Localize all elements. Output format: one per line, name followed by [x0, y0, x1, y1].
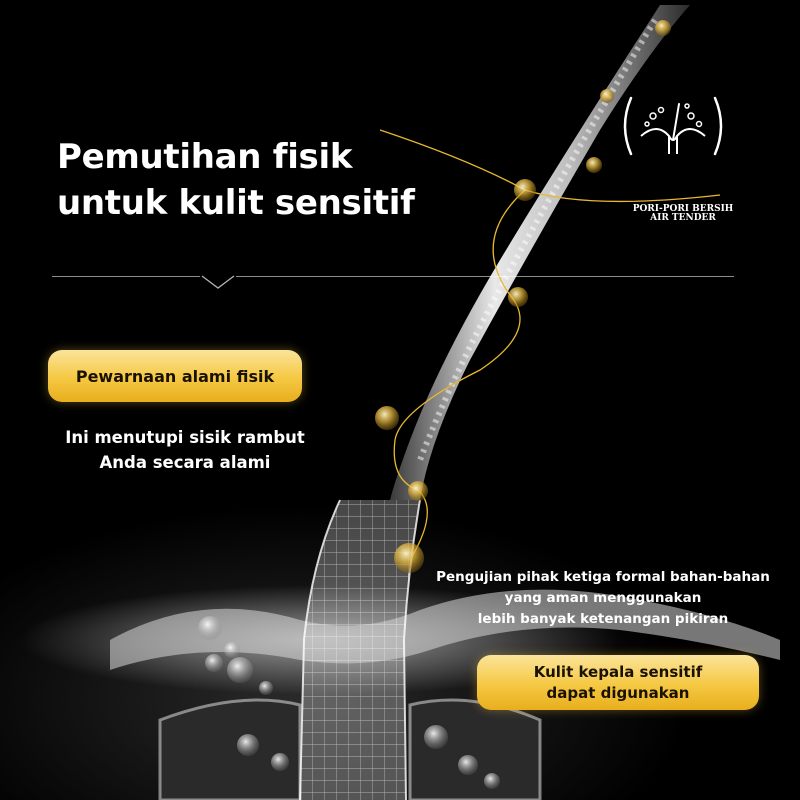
headline-line-2: untuk kulit sensitif	[57, 183, 415, 223]
skin-layer-lower-right	[410, 700, 540, 800]
clean-pore-caption-line-1: PORI-PORI BERSIH	[632, 204, 734, 214]
description-safety-line-2: yang aman menggunakan	[504, 590, 702, 606]
description-safety-line-3: lebih banyak ketenangan pikiran	[477, 611, 729, 627]
skin-layer-lower	[160, 700, 300, 800]
divider-notch	[200, 270, 236, 290]
clean-pore-icon	[617, 92, 729, 160]
hair-strand-upper	[390, 5, 690, 500]
description-cuticle-line-1: Ini menutupi sisik rambut	[65, 428, 305, 447]
description-cuticle-line-2: Anda secara alami	[99, 453, 271, 472]
feature-pill-sensitive-scalp	[477, 655, 759, 710]
description-cuticle	[30, 425, 340, 475]
clean-pore-caption-line-2: AIR TENDER	[650, 213, 716, 223]
feature-pill-line-2: dapat digunakan	[546, 683, 690, 702]
feature-pill-line-1: Kulit kepala sensitif	[533, 662, 703, 681]
feature-pill-natural-coloring	[48, 350, 302, 402]
description-safety-line-1: Pengujian pihak ketiga formal bahan-bahan	[436, 569, 770, 585]
feature-pill-label: Pewarnaan alami fisik	[75, 366, 275, 386]
description-safety-testing	[408, 567, 798, 630]
clean-pore-badge	[617, 92, 729, 160]
section-divider	[52, 276, 734, 277]
clean-pore-caption	[600, 205, 766, 223]
headline	[57, 134, 415, 226]
headline-line-1: Pemutihan fisik	[57, 137, 353, 177]
